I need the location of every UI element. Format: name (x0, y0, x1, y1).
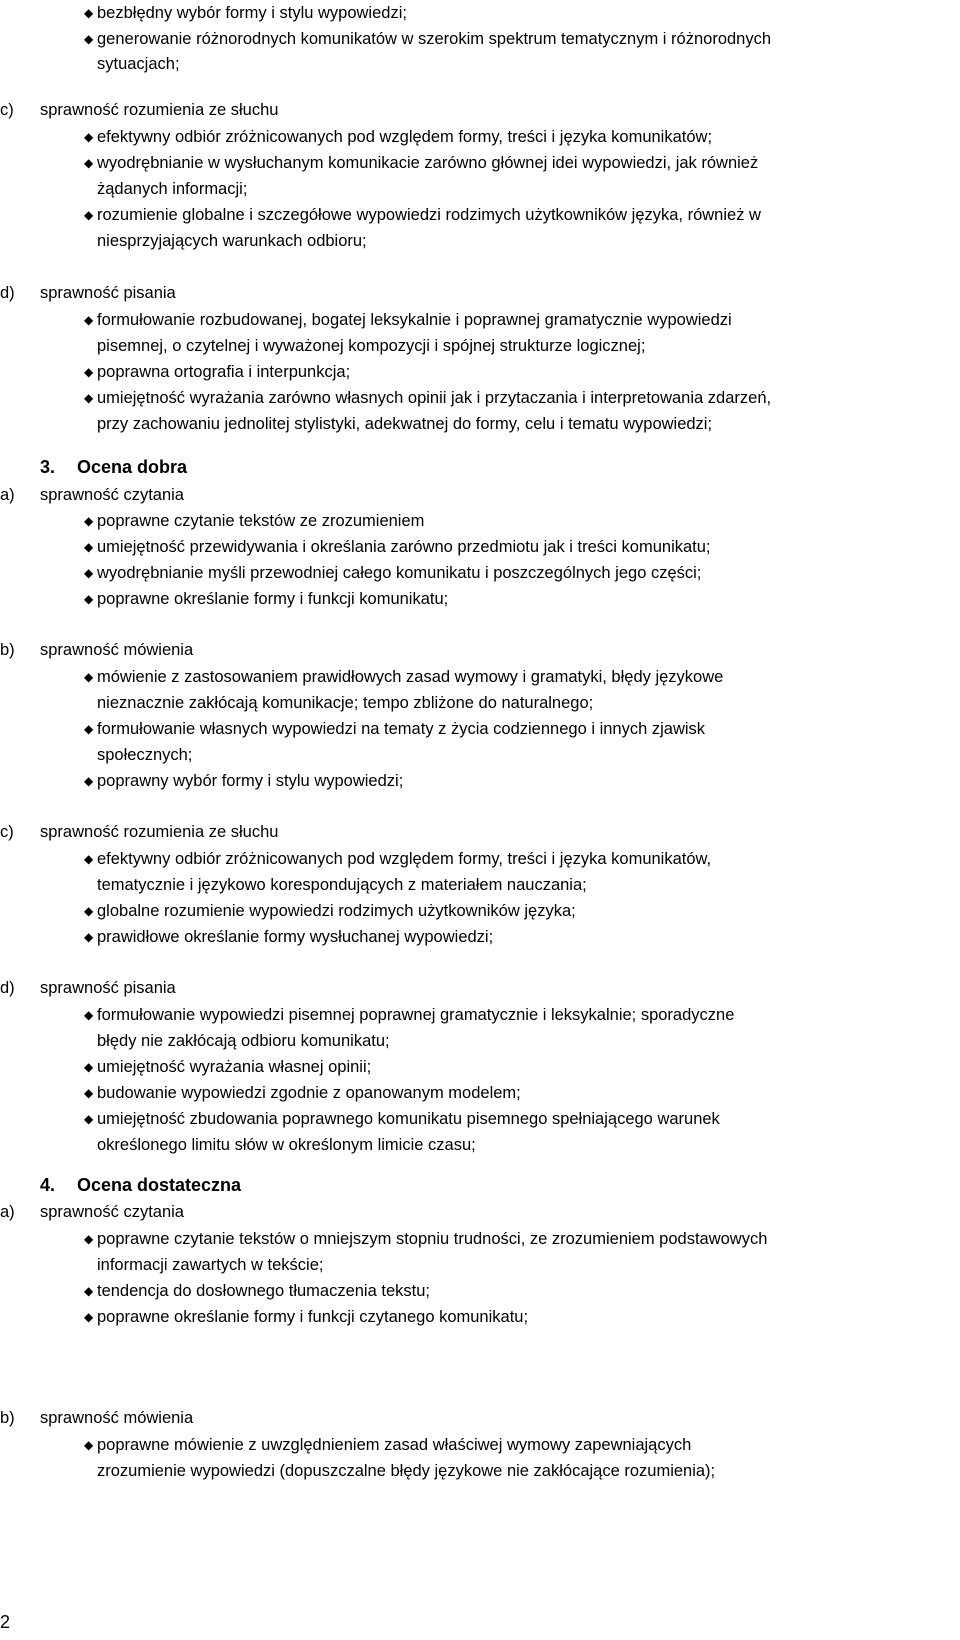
section-title: sprawność mówienia (40, 641, 194, 659)
diamond-bullet-icon: ◆ (84, 1060, 94, 1074)
section-label: d) (0, 284, 15, 302)
section-label: c) (0, 101, 14, 119)
list-item-text: społecznych; (97, 746, 193, 764)
diamond-bullet-icon: ◆ (84, 313, 94, 327)
diamond-bullet-icon: ◆ (84, 566, 94, 580)
diamond-bullet-icon: ◆ (84, 514, 94, 528)
section-title: sprawność czytania (40, 486, 184, 504)
diamond-bullet-icon: ◆ (84, 540, 94, 554)
diamond-bullet-icon: ◆ (84, 670, 94, 684)
list-item-text: budowanie wypowiedzi zgodnie z opanowanym modelem; (97, 1084, 521, 1102)
list-item-text: poprawne określanie formy i funkcji czytanego komunikatu; (97, 1308, 529, 1326)
list-item-text: umiejętność przewidywania i określania zarówno przedmiotu jak i treści komunikatu; (97, 538, 711, 556)
diamond-bullet-icon: ◆ (84, 852, 94, 866)
list-item-text: mówienie z zastosowaniem prawidłowych zasad wymowy i gramatyki, błędy językowe (97, 668, 724, 686)
list-item-text: błędy nie zakłócają odbioru komunikatu; (97, 1032, 390, 1050)
list-item-text: poprawne czytanie tekstów o mniejszym stopniu trudności, ze zrozumieniem podstawowych (97, 1230, 768, 1248)
list-item-text: informacji zawartych w tekście; (97, 1256, 324, 1274)
list-item-text: generowanie różnorodnych komunikatów w szerokim spektrum tematycznym i różnorodnych (97, 30, 772, 48)
section-title: sprawność pisania (40, 284, 176, 302)
list-item-text: określonego limitu słów w określonym limicie czasu; (97, 1136, 476, 1154)
section-label: c) (0, 823, 14, 841)
diamond-bullet-icon: ◆ (84, 1112, 94, 1126)
section-label: a) (0, 486, 15, 504)
list-item-text: pisemnej, o czytelnej i wyważonej kompozycji i spójnej strukturze logicznej; (97, 337, 646, 355)
list-item-text: niesprzyjających warunkach odbioru; (97, 232, 367, 250)
diamond-bullet-icon: ◆ (84, 208, 94, 222)
section-title: sprawność pisania (40, 979, 176, 997)
list-item-text: efektywny odbiór zróżnicowanych pod względem formy, treści i języka komunikatów, (97, 850, 712, 868)
page-number: 2 (0, 1612, 11, 1632)
diamond-bullet-icon: ◆ (84, 1086, 94, 1100)
list-item-text: formułowanie wypowiedzi pisemnej poprawnej gramatycznie i leksykalnie; sporadyczne (97, 1006, 735, 1024)
list-item-text: nieznacznie zakłócają komunikacje; tempo zbliżone do naturalnego; (97, 694, 594, 712)
list-item-text: sytuacjach; (97, 55, 180, 73)
diamond-bullet-icon: ◆ (84, 774, 94, 788)
diamond-bullet-icon: ◆ (84, 1438, 94, 1452)
list-item-text: poprawne określanie formy i funkcji komunikatu; (97, 590, 449, 608)
list-item-text: formułowanie własnych wypowiedzi na tematy z życia codziennego i innych zjawisk (97, 720, 706, 738)
diamond-bullet-icon: ◆ (84, 722, 94, 736)
list-item-text: przy zachowaniu jednolitej stylistyki, adekwatnej do formy, celu i tematu wypowiedzi; (97, 415, 713, 433)
list-item-text: prawidłowe określanie formy wysłuchanej wypowiedzi; (97, 928, 494, 946)
diamond-bullet-icon: ◆ (84, 904, 94, 918)
list-item-text: wyodrębnianie w wysłuchanym komunikacie zarówno głównej idei wypowiedzi, jak również (97, 154, 759, 172)
diamond-bullet-icon: ◆ (84, 1008, 94, 1022)
list-item-text: tematycznie i językowo korespondujących z materiałem nauczania; (97, 876, 587, 894)
list-item-text: formułowanie rozbudowanej, bogatej leksykalnie i poprawnej gramatycznie wypowiedzi (97, 311, 732, 329)
diamond-bullet-icon: ◆ (84, 1284, 94, 1298)
list-item-text: wyodrębnianie myśli przewodniej całego komunikatu i poszczególnych jego części; (97, 564, 702, 582)
list-item-text: żądanych informacji; (97, 180, 248, 198)
section-title: sprawność czytania (40, 1203, 184, 1221)
section-label: d) (0, 979, 15, 997)
list-item-text: zrozumienie wypowiedzi (dopuszczalne błędy językowe nie zakłócające rozumienia); (97, 1462, 716, 1480)
diamond-bullet-icon: ◆ (84, 6, 94, 20)
diamond-bullet-icon: ◆ (84, 592, 94, 606)
diamond-bullet-icon: ◆ (84, 1232, 94, 1246)
heading-number: 4. (40, 1175, 56, 1195)
diamond-bullet-icon: ◆ (84, 930, 94, 944)
list-item-text: bezbłędny wybór formy i stylu wypowiedzi; (97, 4, 407, 22)
list-item-text: globalne rozumienie wypowiedzi rodzimych użytkowników języka; (97, 902, 576, 920)
list-item-text: umiejętność zbudowania poprawnego komunikatu pisemnego spełniającego warunek (97, 1110, 720, 1128)
diamond-bullet-icon: ◆ (84, 156, 94, 170)
list-item-text: tendencja do dosłownego tłumaczenia tekstu; (97, 1282, 430, 1300)
list-item-text: umiejętność wyrażania własnej opinii; (97, 1058, 372, 1076)
section-label: b) (0, 1409, 15, 1427)
diamond-bullet-icon: ◆ (84, 32, 94, 46)
diamond-bullet-icon: ◆ (84, 391, 94, 405)
diamond-bullet-icon: ◆ (84, 1310, 94, 1324)
section-title: sprawność rozumienia ze słuchu (40, 101, 279, 119)
section-label: b) (0, 641, 15, 659)
section-label: a) (0, 1203, 15, 1221)
heading-title: Ocena dostateczna (77, 1175, 242, 1195)
heading-number: 3. (40, 457, 56, 477)
list-item-text: poprawne mówienie z uwzględnieniem zasad właściwej wymowy zapewniających (97, 1436, 692, 1454)
diamond-bullet-icon: ◆ (84, 365, 94, 379)
list-item-text: umiejętność wyrażania zarówno własnych opinii jak i przytaczania i interpretowania zdarzeń, (97, 389, 772, 407)
list-item-text: poprawna ortografia i interpunkcja; (97, 363, 351, 381)
list-item-text: poprawne czytanie tekstów ze zrozumieniem (97, 512, 425, 530)
list-item-text: rozumienie globalne i szczegółowe wypowiedzi rodzimych użytkowników języka, również w (97, 206, 761, 224)
heading-title: Ocena dobra (77, 457, 188, 477)
diamond-bullet-icon: ◆ (84, 130, 94, 144)
list-item-text: efektywny odbiór zróżnicowanych pod względem formy, treści i języka komunikatów; (97, 128, 713, 146)
list-item-text: poprawny wybór formy i stylu wypowiedzi; (97, 772, 404, 790)
section-title: sprawność mówienia (40, 1409, 194, 1427)
section-title: sprawność rozumienia ze słuchu (40, 823, 279, 841)
